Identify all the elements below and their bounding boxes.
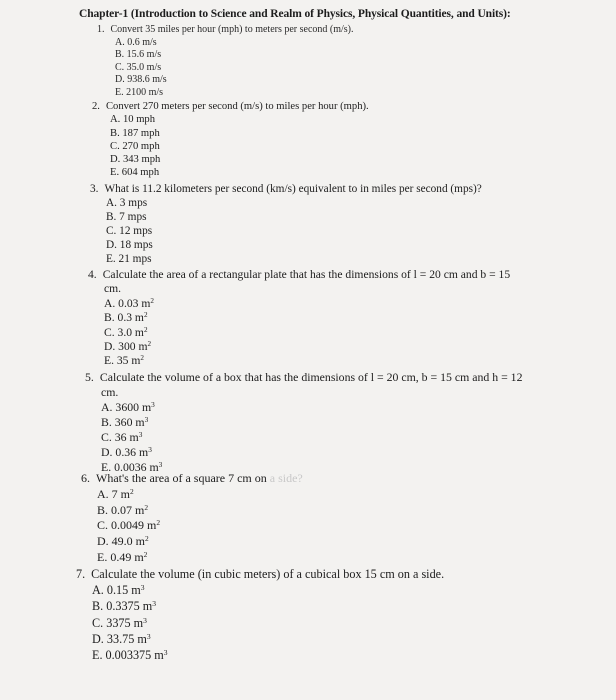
option-text: A. 3600 m xyxy=(101,400,152,414)
option-a xyxy=(81,487,303,503)
option-text: E. 0.003375 m xyxy=(92,648,164,663)
option-a: A. 0.6 m/s xyxy=(115,36,157,48)
option-b xyxy=(81,503,303,519)
question-text: Calculate the area of a rectangular plate that has the dimensions of l = 20 cm and b = 15 xyxy=(102,268,511,281)
option-d xyxy=(81,534,303,550)
option-b: B. 15.6 m/s xyxy=(115,49,162,61)
question-text: Convert 35 miles per hour (mph) to meters per second (m/s). xyxy=(110,24,354,35)
exponent: 2 xyxy=(143,325,148,334)
option-b: B. 187 mph xyxy=(110,127,160,139)
option-b xyxy=(76,598,444,614)
question-number: 4. xyxy=(88,268,97,281)
exponent: 2 xyxy=(140,354,144,363)
exponent: 3 xyxy=(146,631,151,641)
option-b xyxy=(88,311,510,325)
question-stem xyxy=(85,370,522,385)
exponent: 3 xyxy=(138,429,143,439)
question-number: 2. xyxy=(92,101,100,112)
option-d xyxy=(88,340,510,354)
exponent: 3 xyxy=(151,399,155,409)
exponent: 2 xyxy=(147,340,152,349)
option-text: C. 3.0 m xyxy=(104,325,144,339)
option-b xyxy=(85,415,522,430)
option-a xyxy=(76,582,444,598)
option-e: E. 604 mph xyxy=(110,167,160,179)
option-c xyxy=(85,430,522,445)
question-stem xyxy=(81,471,303,487)
option-text: C. 3375 m xyxy=(92,615,144,630)
question-text-continued: cm. xyxy=(104,282,122,296)
option-d: D. 343 mph xyxy=(110,154,161,166)
question-6 xyxy=(81,471,303,566)
option-c: C. 35.0 m/s xyxy=(115,61,162,73)
option-text: E. 0.49 m xyxy=(97,549,144,564)
question-stem xyxy=(92,100,369,113)
question-text-continued: cm. xyxy=(101,385,119,399)
question-number: 6. xyxy=(81,471,90,485)
option-e xyxy=(88,354,510,368)
exponent: 3 xyxy=(148,444,152,454)
option-c xyxy=(88,326,510,340)
option-d xyxy=(76,631,444,647)
exponent: 2 xyxy=(143,549,148,559)
exponent: 2 xyxy=(156,518,161,528)
option-e xyxy=(76,647,444,663)
question-text: Calculate the volume of a box that has the dimensions of l = 20 cm, b = 15 cm and h = 12 xyxy=(99,370,523,384)
question-text: What's the area of a square 7 cm on xyxy=(96,471,267,485)
option-c: C. 12 mps xyxy=(106,225,153,237)
exponent: 3 xyxy=(143,615,147,625)
exponent: 3 xyxy=(144,414,149,424)
exponent: 3 xyxy=(152,599,157,609)
question-text-faded: a side? xyxy=(266,471,303,485)
question-text: Convert 270 meters per second (m/s) to miles per hour (mph). xyxy=(105,101,369,112)
option-text: B. 360 m xyxy=(101,415,145,429)
option-a: A. 3 mps xyxy=(106,197,148,209)
option-text: D. 49.0 m xyxy=(97,534,145,549)
question-number: 7. xyxy=(76,567,86,581)
exponent: 2 xyxy=(144,502,149,512)
exponent: 3 xyxy=(140,583,145,593)
option-d xyxy=(85,445,522,460)
option-a xyxy=(85,400,522,415)
exponent: 2 xyxy=(150,296,154,305)
option-text: C. 36 m xyxy=(101,430,139,444)
question-stem xyxy=(76,566,444,582)
question-1 xyxy=(97,24,354,100)
chapter-title: Chapter-1 (Introduction to Science and Realm of Physics, Physical Quantities, and Units): xyxy=(79,8,511,20)
question-stem xyxy=(88,268,510,282)
option-d: D. 938.6 m/s xyxy=(115,74,167,86)
option-text: D. 33.75 m xyxy=(92,631,147,646)
question-text: What is 11.2 kilometers per second (km/s) equivalent to in miles per second (mps)? xyxy=(104,183,482,195)
option-a xyxy=(88,297,510,311)
option-text: B. 0.07 m xyxy=(97,502,145,517)
question-number: 3. xyxy=(90,183,99,195)
exponent: 2 xyxy=(143,311,148,320)
option-text: A. 0.15 m xyxy=(92,583,141,598)
option-a: A. 10 mph xyxy=(110,114,156,126)
question-text: Calculate the volume (in cubic meters) of a cubical box 15 cm on a side. xyxy=(91,567,445,581)
question-number: 5. xyxy=(85,370,94,384)
option-c: C. 270 mph xyxy=(110,140,160,152)
option-text: B. 0.3375 m xyxy=(92,599,153,614)
option-text: E. 35 m xyxy=(104,354,141,368)
question-7 xyxy=(76,566,444,663)
option-text: B. 0.3 m xyxy=(104,311,144,325)
option-text: E. 0.0036 m xyxy=(101,460,159,474)
option-text: A. 7 m xyxy=(97,486,130,501)
option-e: E. 2100 m/s xyxy=(115,86,164,98)
option-e: E. 21 mps xyxy=(106,253,152,265)
question-3 xyxy=(90,182,482,266)
question-number: 1. xyxy=(97,24,105,35)
option-text: A. 0.03 m xyxy=(104,296,151,310)
exponent: 2 xyxy=(145,534,149,544)
question-4 xyxy=(88,268,510,369)
question-5 xyxy=(85,370,522,475)
exponent: 3 xyxy=(158,459,163,469)
option-d: D. 18 mps xyxy=(106,239,153,251)
option-text: D. 300 m xyxy=(104,340,148,354)
exponent: 2 xyxy=(130,486,134,496)
option-e xyxy=(81,550,303,566)
exponent: 3 xyxy=(163,647,168,657)
option-text: C. 0.0049 m xyxy=(97,518,157,533)
option-text: D. 0.36 m xyxy=(101,445,149,459)
question-stem xyxy=(90,182,482,196)
question-stem xyxy=(97,24,354,37)
option-c xyxy=(81,518,303,534)
question-2 xyxy=(92,100,369,180)
option-b: B. 7 mps xyxy=(106,211,147,223)
option-c xyxy=(76,615,444,631)
